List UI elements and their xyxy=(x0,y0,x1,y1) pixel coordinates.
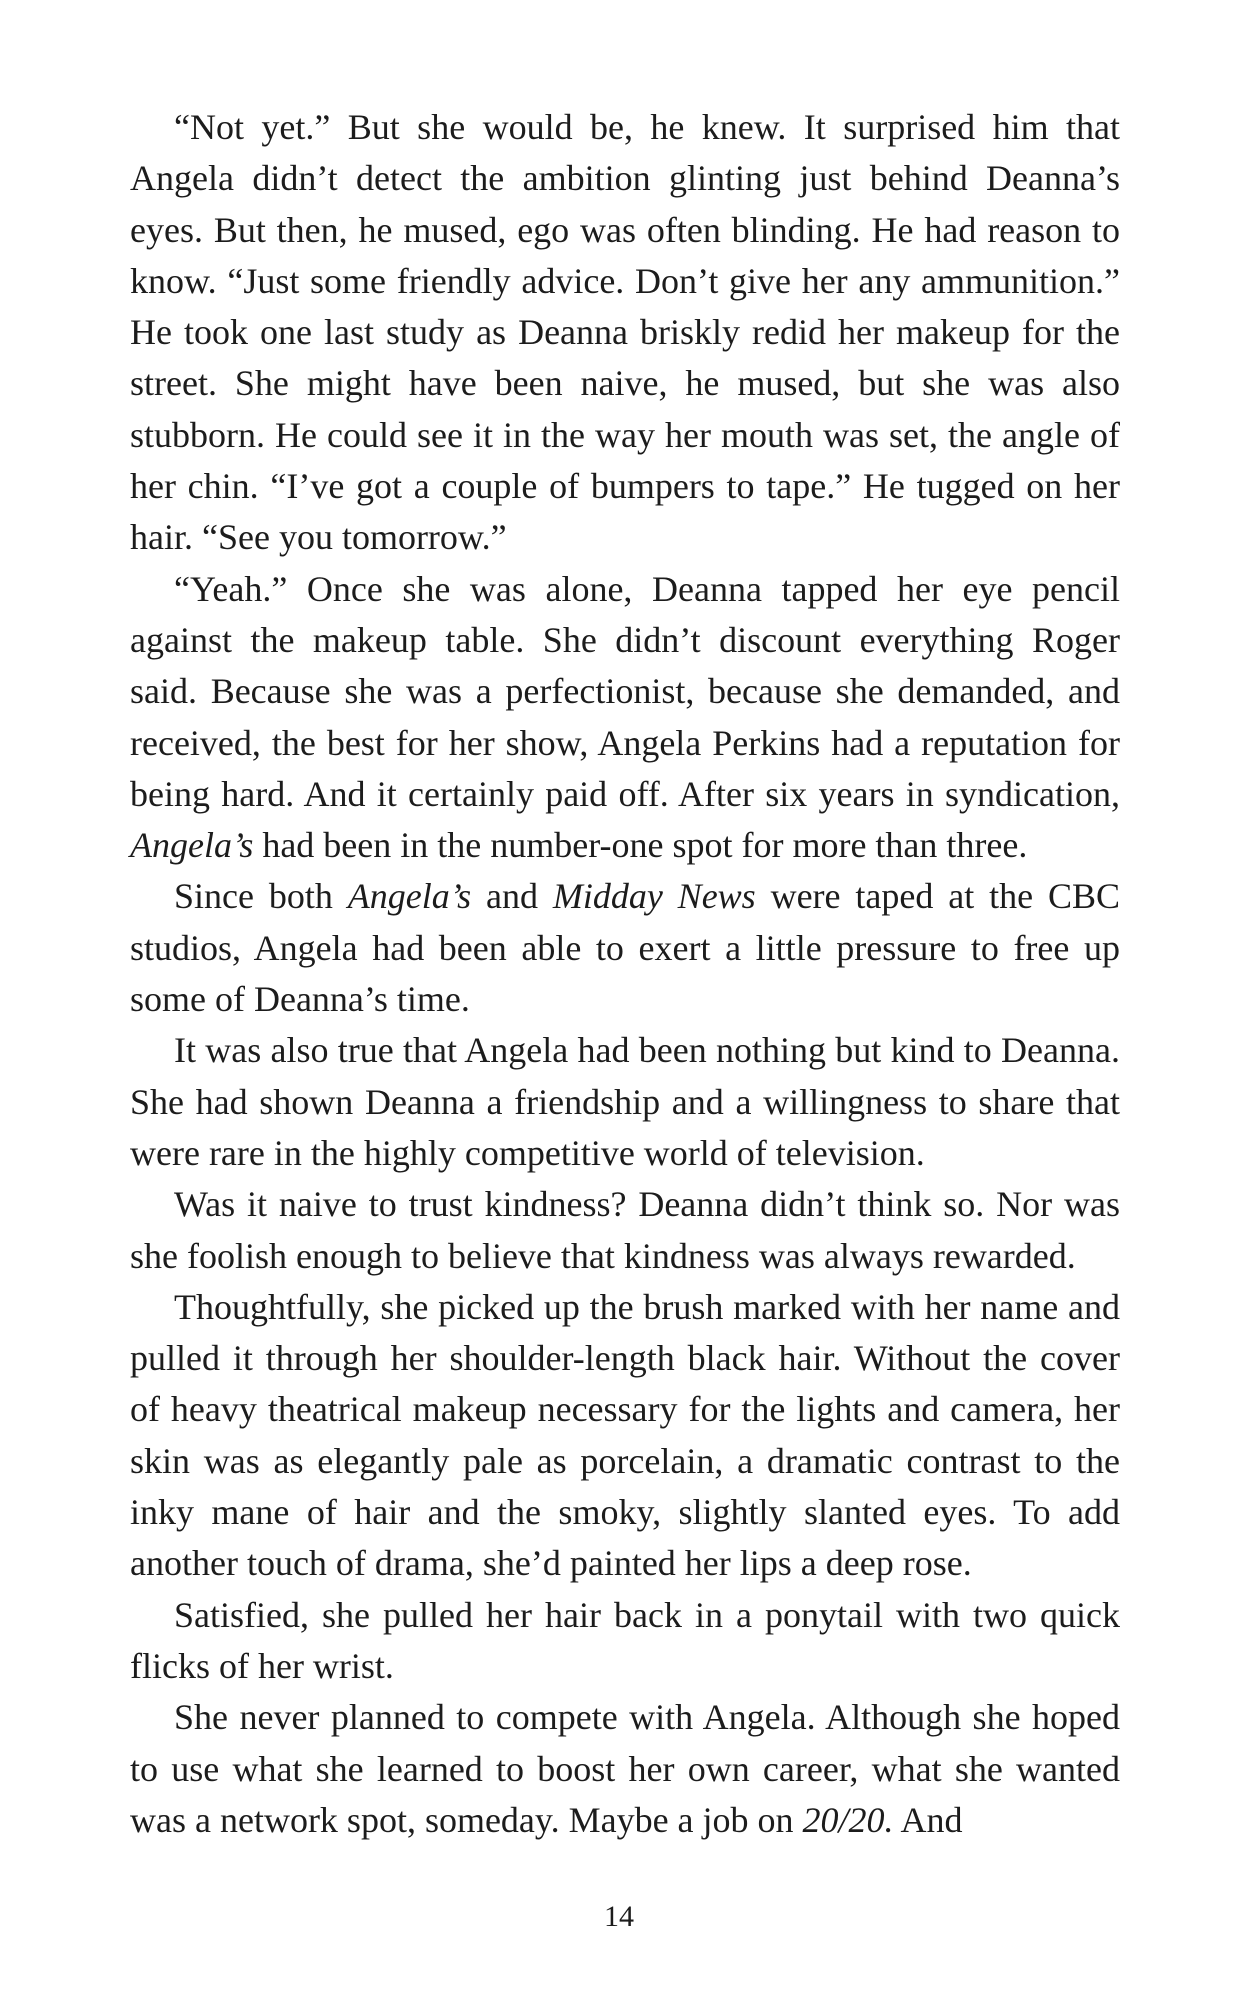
italic-title: Angela’s xyxy=(130,825,254,866)
page-number: 14 xyxy=(604,1900,634,1933)
text-run: And xyxy=(893,1799,963,1840)
paragraph-5 xyxy=(130,1179,1120,1282)
text-run: “Yeah.” Once she was alone, Deanna tapped her eye pencil against the makeup table. She didn’t discount everything Roger said. Because she was a perfectionist, because she demanded, and received, the best for her show, Angela Perkins had a reputation for being hard. And it certainly paid off. After six years in syndication, xyxy=(130,568,1120,814)
text-run: were taped at the CBC studios, Angela had been able to exert a little pressure to free up some of Deanna’s time. xyxy=(130,876,1121,1020)
italic-title: 20/20. xyxy=(802,1799,894,1840)
text-run: Was it naive to trust kindness? Deanna didn’t think so. Nor was she foolish enough to believe that kindness was always rewarded. xyxy=(130,1184,1120,1276)
text-run: Thoughtfully, she picked up the brush marked with her name and pulled it through her shoulder-length black hair. Without the cover of heavy theatrical makeup necessary for the lights and camera, her skin was as elegantly pale as porcelain, a dramatic contrast to the inky mane of hair and the smoky, slightly slanted eyes. To add another touch of drama, she’d painted her lips a deep rose. xyxy=(130,1286,1120,1584)
paragraph-7 xyxy=(130,1590,1120,1693)
text-run: “Not yet.” But she would be, he knew. It surprised him that Angela didn’t detect the ambition glinting just behind Deanna’s eyes. But then, he mused, ego was often blinding. He had reason to know. “Just some friendly advice. Don’t give her any ammunition.” He took one last study as Deanna briskly redid her makeup for the street. She might have been naive, he mused, but she was also stubborn. He could see it in the way her mouth was set, the angle of her chin. “I’ve got a couple of bumpers to tape.” He tugged on her hair. “See you tomorrow.” xyxy=(130,107,1120,558)
text-run: had been in the number-one spot for more than three. xyxy=(253,825,1028,866)
text-run: and xyxy=(471,876,553,917)
text-run: It was also true that Angela had been nothing but kind to Deanna. She had shown Deanna a friendship and a willingness to share that were rare in the highly competitive world of television. xyxy=(130,1030,1120,1173)
paragraph-2 xyxy=(130,564,1120,872)
body-text xyxy=(130,102,1120,1846)
text-run: Satisfied, she pulled her hair back in a ponytail with two quick flicks of her wrist. xyxy=(130,1594,1120,1686)
paragraph-6 xyxy=(130,1282,1120,1590)
italic-title: Angela’s xyxy=(347,876,472,917)
italic-title: Midday News xyxy=(552,876,756,917)
paragraph-1 xyxy=(130,102,1120,564)
text-run: Since both xyxy=(174,876,348,917)
paragraph-4 xyxy=(130,1025,1120,1179)
paragraph-8 xyxy=(130,1692,1120,1846)
paragraph-3 xyxy=(130,871,1120,1025)
text-run: She never planned to compete with Angela. Although she hoped to use what she learned to boost her own career, what she wanted was a network spot, someday. Maybe a job on xyxy=(130,1697,1120,1840)
